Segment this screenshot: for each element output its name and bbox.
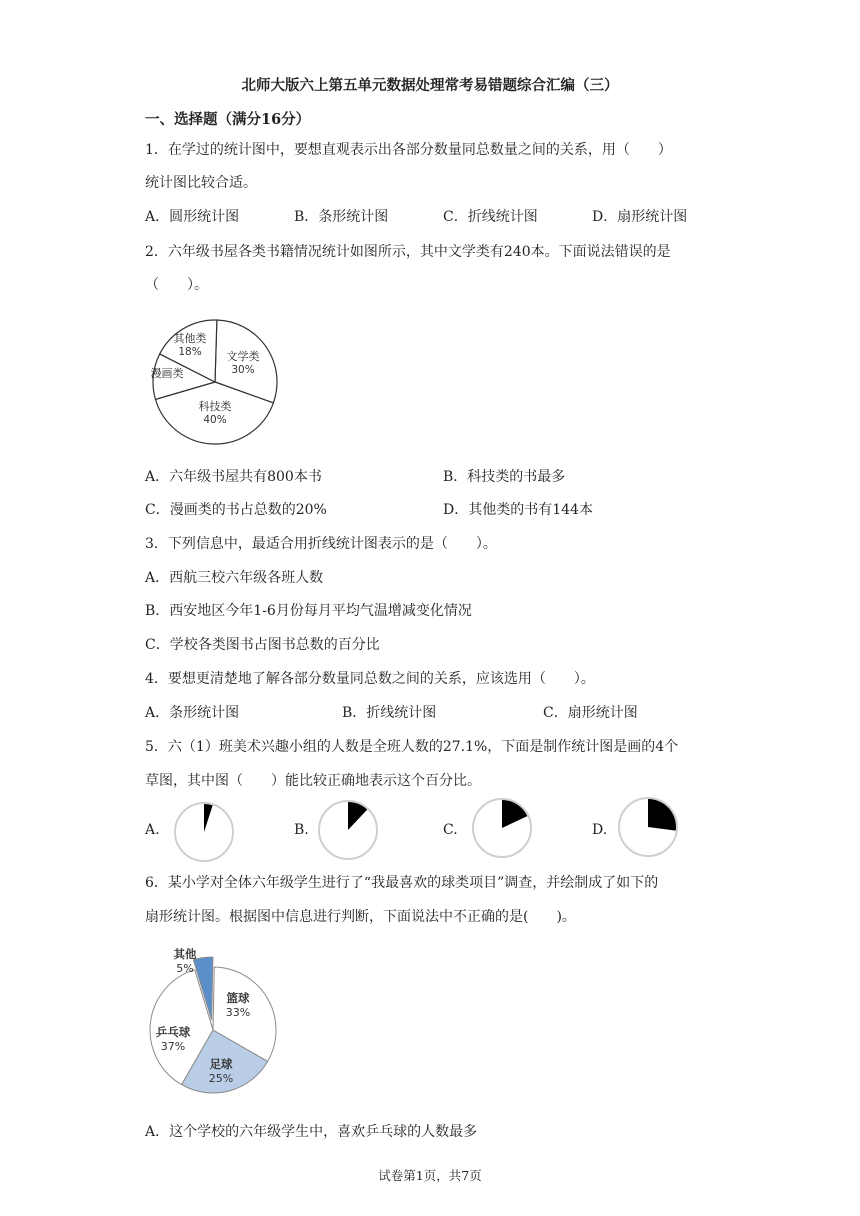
sketch-sector xyxy=(648,799,676,831)
pie-slice-pingpong-value: 37% xyxy=(160,1040,186,1053)
question-2-text-cont: （ ）。 xyxy=(145,277,208,293)
q1-option-b[interactable]: B．条形统计图 xyxy=(294,209,389,225)
q1-option-c[interactable]: C．折线统计图 xyxy=(443,209,538,225)
q2-option-c[interactable]: C．漫画类的书占总数的20% xyxy=(145,502,327,518)
pie-slice-football-value: 25% xyxy=(208,1072,234,1085)
q2-option-d[interactable]: D．其他类的书有144本 xyxy=(443,502,593,518)
q5-sketch-d xyxy=(616,796,680,858)
q5-sketch-c xyxy=(470,797,534,859)
ballgame-pie-chart xyxy=(143,938,283,1103)
q5-option-d[interactable]: D. xyxy=(592,822,608,838)
pie-slice-science-value: 40% xyxy=(203,414,227,426)
q3-option-b[interactable]: B．西安地区今年1-6月份每月平均气温增减变化情况 xyxy=(145,603,472,619)
q5-sketch-a xyxy=(172,801,236,863)
pie-slice-other-label: 其他类 xyxy=(173,332,207,345)
q4-option-a[interactable]: A．条形统计图 xyxy=(145,705,240,721)
q2-option-a[interactable]: A．六年级书屋共有800本书 xyxy=(145,469,322,485)
q6-option-a[interactable]: A．这个学校的六年级学生中，喜欢乒乓球的人数最多 xyxy=(145,1124,478,1140)
q3-option-a[interactable]: A．西航三校六年级各班人数 xyxy=(145,570,324,586)
pie-slice-basketball-value: 33% xyxy=(225,1006,251,1019)
question-2-text: 2．六年级书屋各类书籍情况统计如图所示，其中文学类有240本。下面说法错误的是 xyxy=(145,244,671,260)
pie-slice-other-value: 18% xyxy=(178,346,202,358)
page-footer: 试卷第1页，共7页 xyxy=(378,1168,482,1183)
pie-slice-other-value: 5% xyxy=(176,962,194,975)
q5-option-c[interactable]: C. xyxy=(443,822,458,838)
question-1-text: 1．在学过的统计图中，要想直观表示出各部分数量同总数量之间的关系，用（ ） xyxy=(145,142,672,158)
pie-slice-pingpong-label: 乒乓球 xyxy=(155,1025,191,1039)
question-3-text: 3．下列信息中，最适合用折线统计图表示的是（ ）。 xyxy=(145,536,497,552)
question-1-text-cont: 统计图比较合适。 xyxy=(145,175,257,191)
q4-option-b[interactable]: B．折线统计图 xyxy=(342,705,437,721)
page-title: 北师大版六上第五单元数据处理常考易错题综合汇编（三） xyxy=(241,77,619,94)
pie-slice-comics-label: 漫画类 xyxy=(150,367,184,380)
question-5-text: 5．六（1）班美术兴趣小组的人数是全班人数的27.1%，下面是制作统计图是画的4个 xyxy=(145,739,679,755)
pie-slice-literature-value: 30% xyxy=(231,364,255,376)
books-pie-chart xyxy=(145,312,285,452)
q3-option-c[interactable]: C．学校各类图书占图书总数的百分比 xyxy=(145,637,380,653)
question-6-text-cont: 扇形统计图。根据图中信息进行判断，下面说法中不正确的是( )。 xyxy=(145,909,576,925)
q1-option-a[interactable]: A．圆形统计图 xyxy=(145,209,240,225)
question-6-text: 6．某小学对全体六年级学生进行了“我最喜欢的球类项目”调查，并绘制成了如下的 xyxy=(145,875,659,891)
q1-option-d[interactable]: D．扇形统计图 xyxy=(592,209,688,225)
pie-slice-science-label: 科技类 xyxy=(198,400,232,413)
q5-option-a[interactable]: A. xyxy=(145,822,160,838)
q2-option-b[interactable]: B．科技类的书最多 xyxy=(443,469,566,485)
section-heading: 一、选择题（满分16分） xyxy=(145,111,311,128)
q4-option-c[interactable]: C．扇形统计图 xyxy=(543,705,638,721)
pie-slice-literature-label: 文学类 xyxy=(226,350,260,363)
q5-option-b[interactable]: B. xyxy=(294,822,309,838)
pie-slice-other-label: 其他 xyxy=(173,947,197,961)
question-4-text: 4．要想更清楚地了解各部分数量同总数之间的关系，应该选用（ ）。 xyxy=(145,671,595,687)
q5-sketch-b xyxy=(316,799,380,861)
pie-slice-football-label: 足球 xyxy=(209,1057,233,1071)
pie-slice-basketball-label: 篮球 xyxy=(226,991,250,1005)
question-5-text-cont: 草图，其中图（ ）能比较正确地表示这个百分比。 xyxy=(145,773,481,789)
